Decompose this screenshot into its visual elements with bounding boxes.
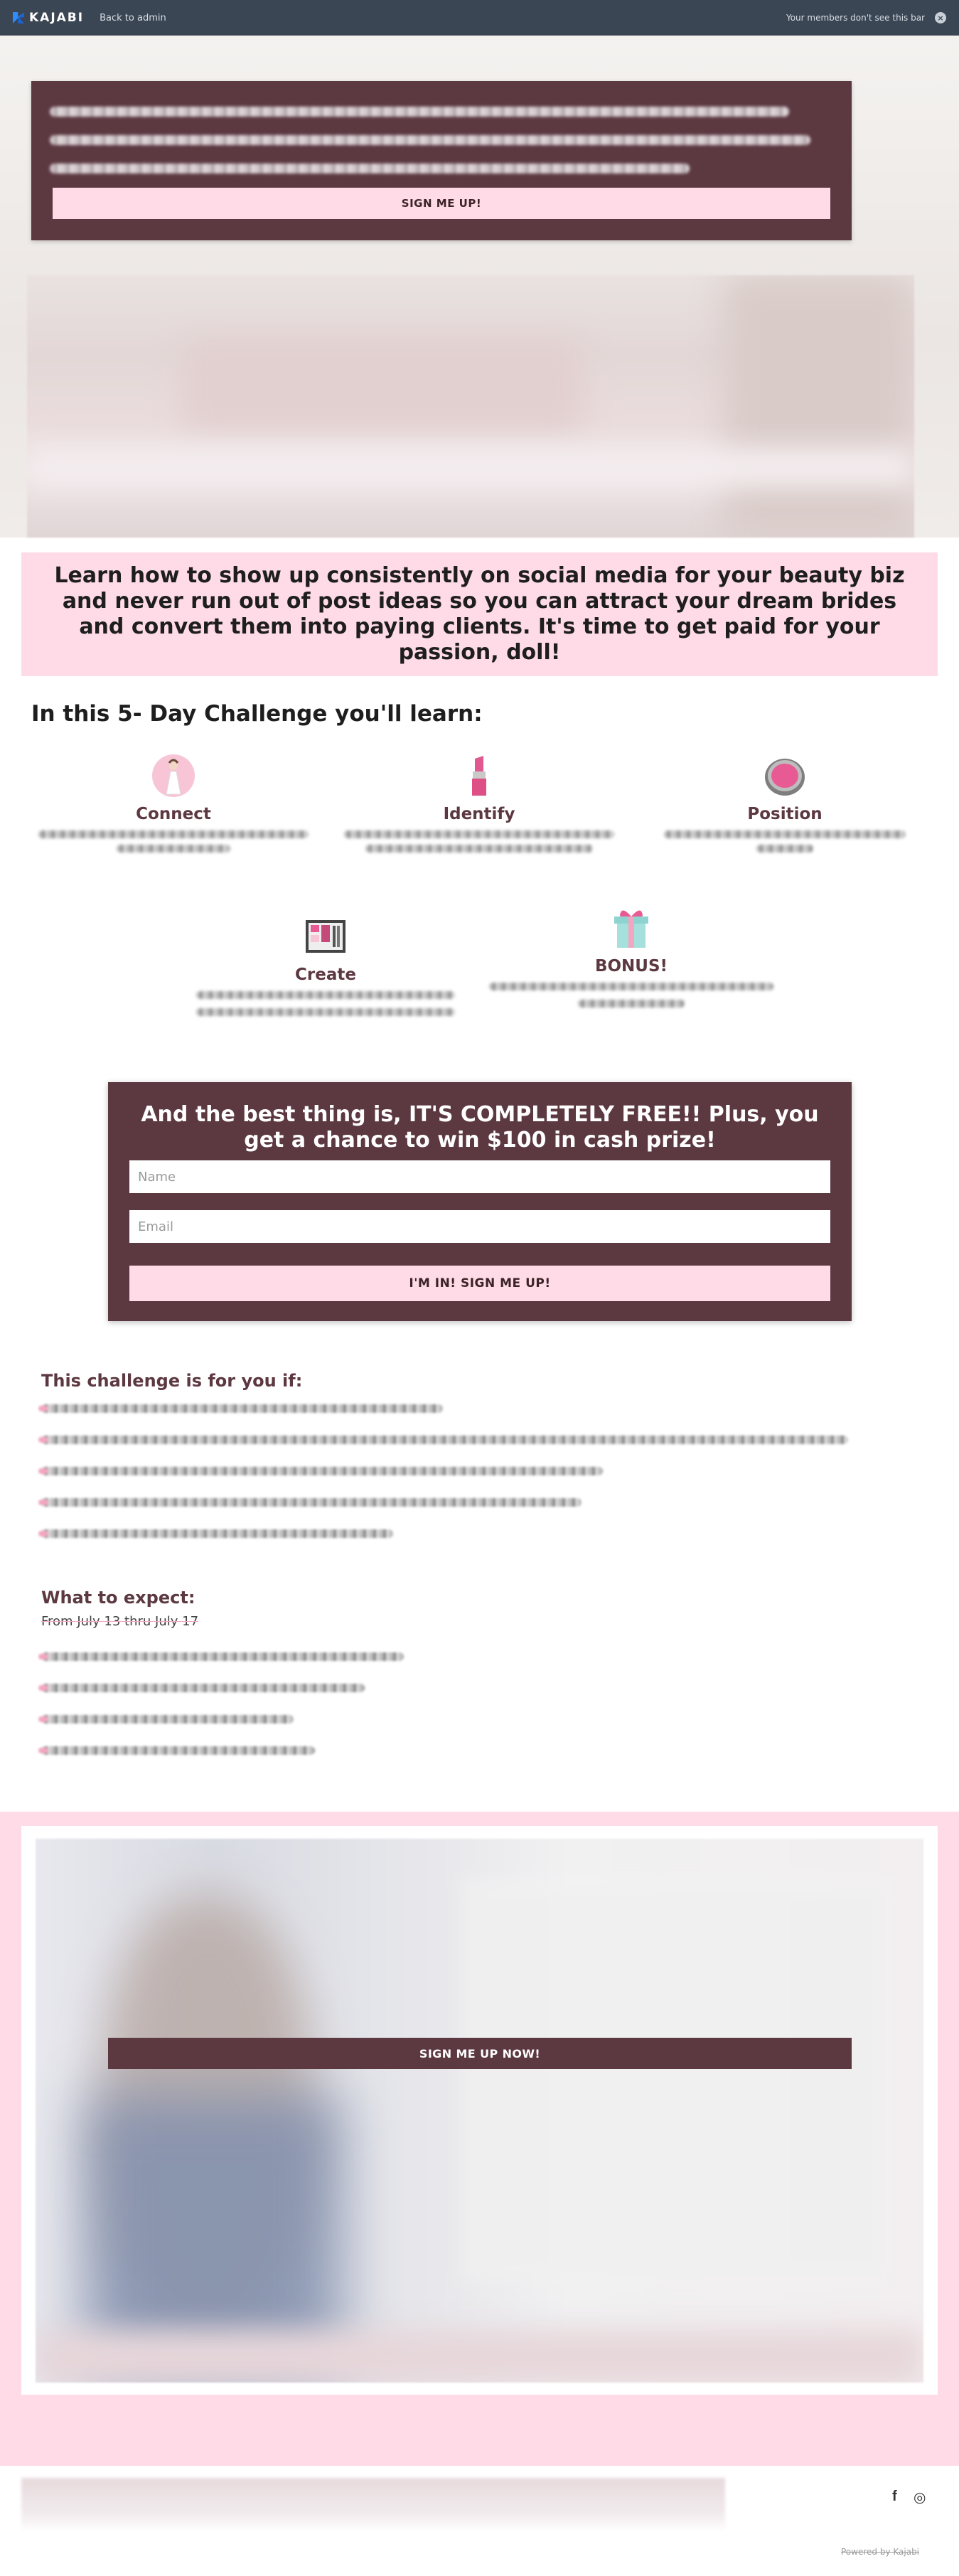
feature-title: Connect [136,805,211,823]
feature-create [183,913,468,1018]
hero-optin-box [31,81,852,240]
bullet-redacted [41,1746,315,1755]
bullet-redacted [41,1404,443,1413]
bullet-redacted [41,1684,365,1692]
logo-text: KAJABI [29,11,85,25]
feature-connect [31,752,316,857]
feature-title: Position [747,805,823,823]
bottom-signup-button[interactable]: SIGN ME UP NOW! [108,2038,852,2069]
form-heading: And the best thing is, IT'S COMPLETELY FREE!! Plus, you get a chance to win $100 in cash prize! [141,1102,819,1153]
admin-bar-notice: Your members don't see this bar [786,13,925,23]
featured-photo [36,1839,923,2383]
challenge-for-heading: This challenge is for you if: [41,1371,303,1391]
feature-bonus [489,904,773,1010]
facebook-icon[interactable]: f [892,2489,897,2504]
challenge-dates: From July 13 thru July 17 [41,1614,199,1629]
signup-form [108,1082,852,1321]
footer-logo-image [21,2478,725,2531]
lipstick-icon [456,752,503,799]
bullet-redacted [41,1436,848,1444]
bullet-redacted [41,1652,404,1661]
feature-title: Identify [443,805,515,823]
expect-heading: What to expect: [41,1588,195,1608]
close-icon[interactable]: × [935,12,946,23]
learn-heading: In this 5- Day Challenge you'll learn: [31,701,483,727]
email-input[interactable] [129,1210,830,1243]
hero-text-redacted [50,164,690,173]
kajabi-logo[interactable] [13,11,84,25]
hero-section [0,36,959,538]
feature-desc-redacted [489,981,773,1010]
bullet-redacted [41,1467,603,1475]
bride-icon [150,752,197,799]
hero-image [27,275,914,538]
instagram-icon[interactable]: ◎ [914,2489,926,2506]
feature-desc-redacted [183,990,468,1018]
feature-desc-redacted [643,829,927,857]
hero-text-redacted [50,107,789,117]
back-to-admin-link[interactable]: Back to admin [100,12,166,23]
lead-banner [21,552,938,676]
compact-mirror-icon [761,752,808,799]
lead-text: Learn how to show up consistently on social media for your beauty biz and never run out of post ideas so you can attract your dream brides and convert them into paying clients. It's time to get paid for your passion, doll! [54,563,905,665]
feature-desc-redacted [337,829,621,857]
admin-bar [0,0,959,36]
hero-signup-button[interactable]: SIGN ME UP! [53,188,830,219]
bullet-redacted [41,1529,393,1538]
photo-frame [21,1826,938,2395]
hero-text-redacted [50,135,810,145]
makeup-palette-icon [302,913,349,960]
bullet-redacted [41,1498,582,1507]
kajabi-k-icon [13,12,24,23]
gift-box-icon [608,904,655,951]
name-input[interactable] [129,1160,830,1193]
feature-desc-redacted [31,829,316,857]
feature-identify [337,752,621,857]
feature-title: BONUS! [594,957,668,976]
feature-title: Create [295,966,356,984]
feature-position [643,752,927,857]
bullet-redacted [41,1715,294,1723]
photo-section [0,1812,959,2466]
form-submit-button[interactable]: I'M IN! SIGN ME UP! [129,1266,830,1301]
powered-by-link[interactable]: Powered by Kajabi [841,2547,920,2557]
